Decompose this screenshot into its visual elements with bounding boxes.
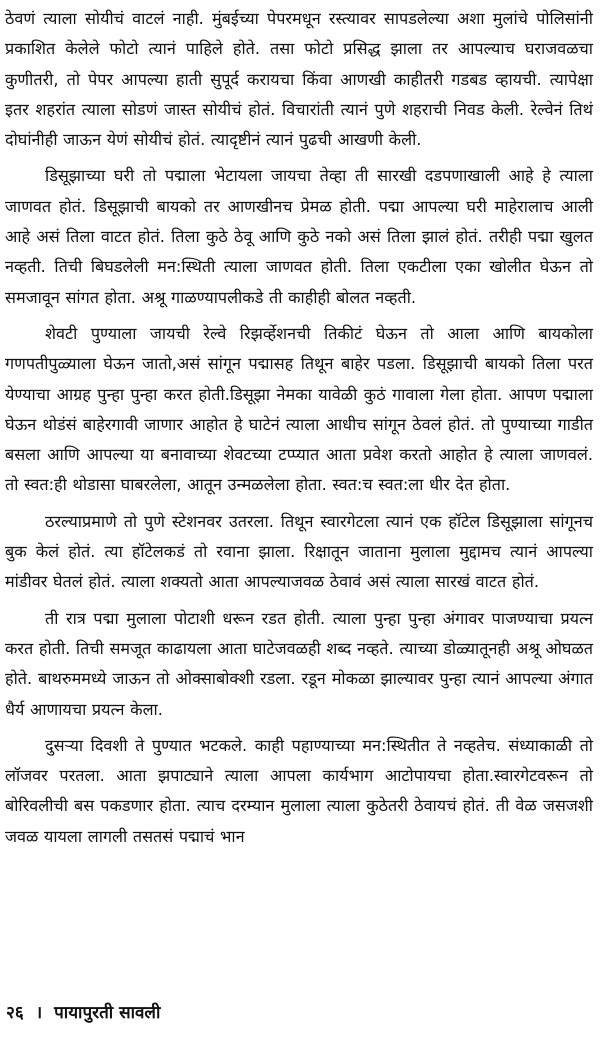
- paragraph-4: ठरल्याप्रमाणे तो पुणे स्टेशनवर उतरला. तिथून स्वारगेटला त्यानं एक हॉटेल डिसूझाला सांगूनच बुक केलं होतं. त्या हॉटेलकडं तो रवाना झाला. रिक्षातून जाताना मुलाला मुद्दामच त्यानं आपल्या मांडीवर घेतलं होतं. त्याला शक्यतो आता आपल्याजवळ ठेवावं असं त्याला सारखं वाटत होतं.: [5, 511, 593, 592]
- paragraph-2: डिसूझाच्या घरी तो पद्माला भेटायला जायचा तेव्हा ती सारखी दडपणाखाली आहे हे त्याला जाणवत होतं. डिसूझाची बायको तर आणखीनच प्रेमळ होती. पद्मा आपल्या घरी माहेरालाच आली आहे असं तिला वाटत होतं. तिला कुठे ठेवू आणि कुठे नको असं तिला झालं होतं. तरीही पद्मा खुलत नव्हती. तिची बिघडलेली मन:स्थिती त्याला जाणवत होती. तिला एकटीला एका खोलीत घेऊन तो समजावून सांगत होता. अश्रू गाळण्यापलीकडे ती काहीही बोलत नव्हती.: [5, 166, 593, 307]
- paragraph-5: ती रात्र पद्मा मुलाला पोटाशी धरून रडत होती. त्याला पुन्हा पुन्हा अंगावर पाजण्याचा प्रयत्न करत होती. तिची समजूत काढायला आता घाटेजवळही शब्द नव्हते. त्याच्या डोळ्यातूनही अश्रू ओघळत होते. बाथरुममध्ये जाऊन तो ओक्साबोक्शी रडला. रडून मोकळा झाल्यावर पुन्हा त्यानं आपल्या अंगात धैर्य आणायचा प्रयत्न केला.: [5, 608, 593, 719]
- paragraph-3: शेवटी पुण्याला जायची रेल्वे रिझर्व्हेशनची तिकीटं घेऊन तो आला आणि बायकोला गणपतीपुळ्याला घेऊन जातो,असं सांगून पद्मासह तिथून बाहेर पडला. डिसूझाची बायको तिला परत येण्याचा आग्रह पुन्हा पुन्हा करत होती.डिसूझा नेमका यावेळी कुठं गावाला गेला होता. आपण पद्माला घेऊन थोडंसं बाहेरगावी जाणार आहोत हे घाटेनं त्याला आधीच सांगून ठेवलं होतं. तो पुण्याच्या गाडीत बसला आणि आपल्या या बनावाच्या शेवटच्या टप्प्यात आता प्रवेश करतो आहोत हे त्याला जाणवलं. तो स्वत:ही थोडासा घाबरलेला, आतून उन्मळलेला होता. स्वत:च स्वत:ला धीर देत होता.: [5, 323, 593, 495]
- body-text: [5, 4, 593, 858]
- page-number: २६: [6, 1002, 24, 1023]
- paragraph-6: दुसऱ्या दिवशी ते पुण्यात भटकले. काही पहाण्याच्या मन:स्थितीत ते नव्हतेच. संध्याकाळी तो लॉजवर परतला. आता झपाट्याने त्याला आपला कार्यभाग आटोपायचा होता.स्वारगेटवरून तो बोरिवलीची बस पकडणार होता. त्याच दरम्यान मुलाला त्याला कुठेतरी ठेवायचं होतं. ती वेळ जसजशी जवळ यायला लागली तसतसं पद्माचं भान: [5, 735, 593, 846]
- footer-separator: ।: [35, 1002, 43, 1023]
- paragraph-1: ठेवणं त्याला सोयीचं वाटलं नाही. मुंबईच्या पेपरमधून रस्त्यावर सापडलेल्या अशा मुलांचे पोलिसांनी प्रकाशित केलेले फोटो त्यानं पाहिले होते. तसा फोटो प्रसिद्ध झाला तर आपल्याच घराजवळचा कुणीतरी, तो पेपर आपल्या हाती सुपूर्द करायचा किंवा आणखी काहीतरी गडबड व्हायची. त्यापेक्षा इतर शहरांत त्याला सोडणं जास्त सोयीचं होतं. विचारांती त्यानं पुणे शहराची निवड केली. रेल्वेनं तिथं दोघांनीही जाऊन येणं सोयीचं होतं. त्यादृष्टीनं त्यानं पुढची आखणी केली.: [5, 9, 593, 150]
- page-footer: [6, 996, 160, 1026]
- book-title: पायापुरती सावली: [54, 1002, 161, 1023]
